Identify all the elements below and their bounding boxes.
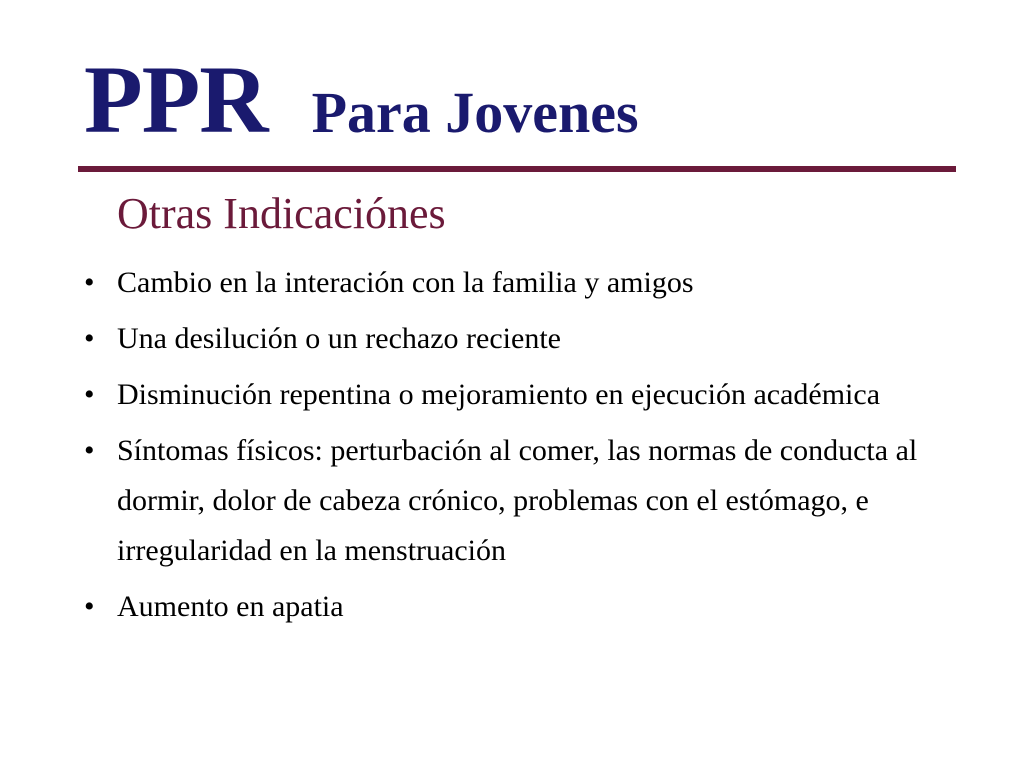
section-heading: Otras Indicaciónes [117, 189, 446, 238]
slide-title: PPR [84, 46, 268, 153]
bullet-text: Una desilución o un rechazo reciente [117, 322, 561, 355]
bullet-icon: • [84, 322, 95, 355]
bullet-icon: • [84, 590, 95, 623]
bullet-list [84, 258, 984, 638]
bullet-icon: • [84, 378, 95, 411]
bullet-item [84, 370, 984, 420]
bullet-item [84, 426, 984, 576]
bullet-icon: • [84, 266, 95, 299]
bullet-text: Cambio en la interación con la familia y amigos [117, 266, 694, 299]
title-divider [78, 166, 956, 172]
bullet-text: Aumento en apatia [117, 590, 344, 623]
bullet-item [84, 314, 984, 364]
bullet-icon: • [84, 434, 95, 467]
slide-title-subtitle: Para Jovenes [311, 80, 639, 145]
bullet-item [84, 258, 984, 308]
title-row [84, 46, 639, 153]
bullet-text: Síntomas físicos: perturbación al comer, las normas de conducta al dormir, dolor de cabeza crónico, problemas con el estómago, e irregularidad en la menstruación [117, 434, 918, 567]
bullet-item [84, 582, 984, 632]
bullet-text: Disminución repentina o mejoramiento en ejecución académica [117, 378, 881, 411]
